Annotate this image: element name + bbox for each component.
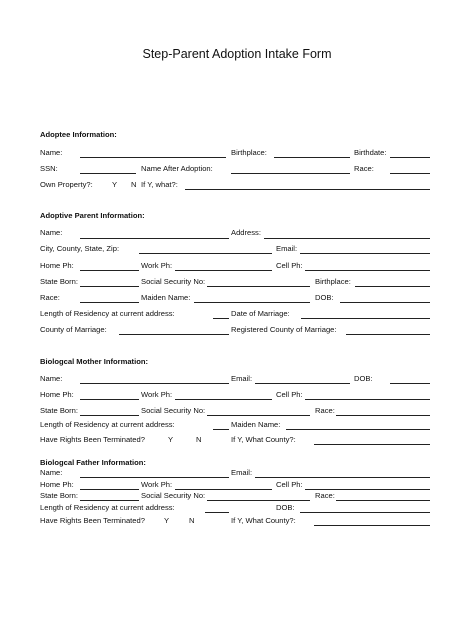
father-dob-label: DOB:: [276, 503, 295, 512]
adoptive-address-label: Address:: [231, 228, 261, 237]
adoptive-county-marriage-label: County of Marriage:: [40, 325, 107, 334]
mother-rights-y[interactable]: Y: [168, 435, 174, 444]
adoptive-city-field[interactable]: [139, 253, 272, 254]
form-title: Step-Parent Adoption Intake Form: [142, 47, 332, 61]
father-state-born-field[interactable]: [80, 500, 139, 501]
father-work-ph-label: Work Ph:: [141, 480, 173, 489]
father-residency-label: Length of Residency at current address:: [40, 503, 175, 512]
adoptive-maiden-field[interactable]: [194, 302, 310, 303]
adoptive-race-field[interactable]: [80, 302, 139, 303]
mother-home-ph-field[interactable]: [80, 399, 139, 400]
mother-email-label: Email:: [231, 374, 253, 383]
adoptive-date-marriage-field[interactable]: [301, 318, 430, 319]
adoptee-birthdate-field[interactable]: [390, 157, 430, 158]
mother-race-field[interactable]: [336, 415, 430, 416]
adoptive-email-label: Email:: [276, 244, 298, 253]
adoptee-birthdate-label: Birthdate:: [354, 148, 387, 157]
adoptive-cell-ph-field[interactable]: [305, 270, 430, 271]
mother-cell-ph-field[interactable]: [305, 399, 430, 400]
mother-heading: Biologcal Mother Information:: [40, 357, 148, 366]
mother-residency-field[interactable]: [213, 429, 229, 430]
adoptee-race-field[interactable]: [390, 173, 430, 174]
adoptive-reg-county-field[interactable]: [346, 334, 430, 335]
father-home-ph-label: Home Ph:: [40, 480, 74, 489]
mother-if-y-field[interactable]: [314, 444, 430, 445]
adoptive-name-label: Name:: [40, 228, 63, 237]
mother-state-born-field[interactable]: [80, 415, 139, 416]
adoptive-ssn-label: Social Security No:: [141, 277, 206, 286]
mother-rights-label: Have Rights Been Terminated?: [40, 435, 145, 444]
adoptee-if-y-field[interactable]: [185, 189, 430, 190]
mother-dob-label: DOB:: [354, 374, 373, 383]
adoptive-home-ph-label: Home Ph:: [40, 261, 74, 270]
mother-cell-ph-label: Cell Ph:: [276, 390, 303, 399]
mother-dob-field[interactable]: [390, 383, 430, 384]
adoptee-birthplace-field[interactable]: [274, 157, 350, 158]
mother-work-ph-label: Work Ph:: [141, 390, 173, 399]
adoptive-date-marriage-label: Date of Marriage:: [231, 309, 290, 318]
mother-state-born-label: State Born:: [40, 406, 78, 415]
mother-email-field[interactable]: [255, 383, 350, 384]
adoptive-cell-ph-label: Cell Ph:: [276, 261, 303, 270]
father-rights-y[interactable]: Y: [164, 516, 170, 525]
father-ssn-field[interactable]: [207, 500, 310, 501]
father-home-ph-field[interactable]: [80, 489, 139, 490]
father-ssn-label: Social Security No:: [141, 491, 206, 500]
father-email-field[interactable]: [255, 477, 430, 478]
adoptive-residency-label: Length of Residency at current address:: [40, 309, 175, 318]
adoptive-work-ph-field[interactable]: [175, 270, 272, 271]
adoptive-state-born-label: State Born:: [40, 277, 78, 286]
mother-maiden-label: Maiden Name:: [231, 420, 281, 429]
father-dob-field[interactable]: [300, 512, 430, 513]
adoptive-state-born-field[interactable]: [80, 286, 139, 287]
adoptive-dob-field[interactable]: [340, 302, 430, 303]
adoptee-ssn-field[interactable]: [80, 173, 136, 174]
father-if-y-label: If Y, What County?:: [231, 516, 296, 525]
adoptive-birthplace-field[interactable]: [355, 286, 430, 287]
father-heading: Biologcal Father Information:: [40, 458, 146, 467]
mother-if-y-label: If Y, What County?:: [231, 435, 296, 444]
adoptee-name-label: Name:: [40, 148, 63, 157]
adoptee-name-after-field[interactable]: [231, 173, 350, 174]
adoptee-name-field[interactable]: [80, 157, 226, 158]
mother-name-field[interactable]: [80, 383, 229, 384]
father-rights-label: Have Rights Been Terminated?: [40, 516, 145, 525]
mother-race-label: Race:: [315, 406, 335, 415]
mother-home-ph-label: Home Ph:: [40, 390, 74, 399]
father-name-field[interactable]: [80, 477, 229, 478]
mother-rights-n[interactable]: N: [196, 435, 202, 444]
father-work-ph-field[interactable]: [175, 489, 272, 490]
adoptee-own-property-n[interactable]: N: [131, 180, 137, 189]
adoptee-birthplace-label: Birthplace:: [231, 148, 267, 157]
mother-residency-label: Length of Residency at current address:: [40, 420, 175, 429]
father-race-label: Race:: [315, 491, 335, 500]
adoptive-name-field[interactable]: [80, 238, 229, 239]
mother-maiden-field[interactable]: [286, 429, 430, 430]
adoptive-heading: Adoptive Parent Information:: [40, 211, 145, 220]
adoptive-residency-field[interactable]: [213, 318, 229, 319]
adoptive-reg-county-label: Registered County of Marriage:: [231, 325, 337, 334]
adoptive-dob-label: DOB:: [315, 293, 334, 302]
father-if-y-field[interactable]: [314, 525, 430, 526]
adoptive-work-ph-label: Work Ph:: [141, 261, 173, 270]
adoptive-address-field[interactable]: [264, 238, 430, 239]
adoptive-race-label: Race:: [40, 293, 60, 302]
father-state-born-label: State Born:: [40, 491, 78, 500]
father-email-label: Email:: [231, 468, 253, 477]
mother-ssn-label: Social Security No:: [141, 406, 206, 415]
adoptive-ssn-field[interactable]: [207, 286, 310, 287]
mother-ssn-field[interactable]: [207, 415, 310, 416]
adoptive-county-marriage-field[interactable]: [119, 334, 229, 335]
adoptee-race-label: Race:: [354, 164, 374, 173]
adoptive-maiden-label: Maiden Name:: [141, 293, 191, 302]
adoptive-home-ph-field[interactable]: [80, 270, 139, 271]
father-residency-field[interactable]: [205, 512, 229, 513]
father-name-label: Name:: [40, 468, 63, 477]
mother-work-ph-field[interactable]: [175, 399, 272, 400]
adoptee-name-after-label: Name After Adoption:: [141, 164, 213, 173]
adoptee-heading: Adoptee Information:: [40, 130, 117, 139]
father-cell-ph-label: Cell Ph:: [276, 480, 303, 489]
father-rights-n[interactable]: N: [189, 516, 195, 525]
adoptee-own-property-label: Own Property?:: [40, 180, 93, 189]
adoptee-if-y-label: If Y, what?:: [141, 180, 178, 189]
adoptive-birthplace-label: Birthplace:: [315, 277, 351, 286]
mother-name-label: Name:: [40, 374, 63, 383]
father-cell-ph-field[interactable]: [305, 489, 430, 490]
adoptee-ssn-label: SSN:: [40, 164, 58, 173]
adoptive-email-field[interactable]: [300, 253, 430, 254]
adoptee-own-property-y[interactable]: Y: [112, 180, 118, 189]
adoptive-city-label: City, County, State, Zip:: [40, 244, 120, 253]
father-race-field[interactable]: [336, 500, 430, 501]
